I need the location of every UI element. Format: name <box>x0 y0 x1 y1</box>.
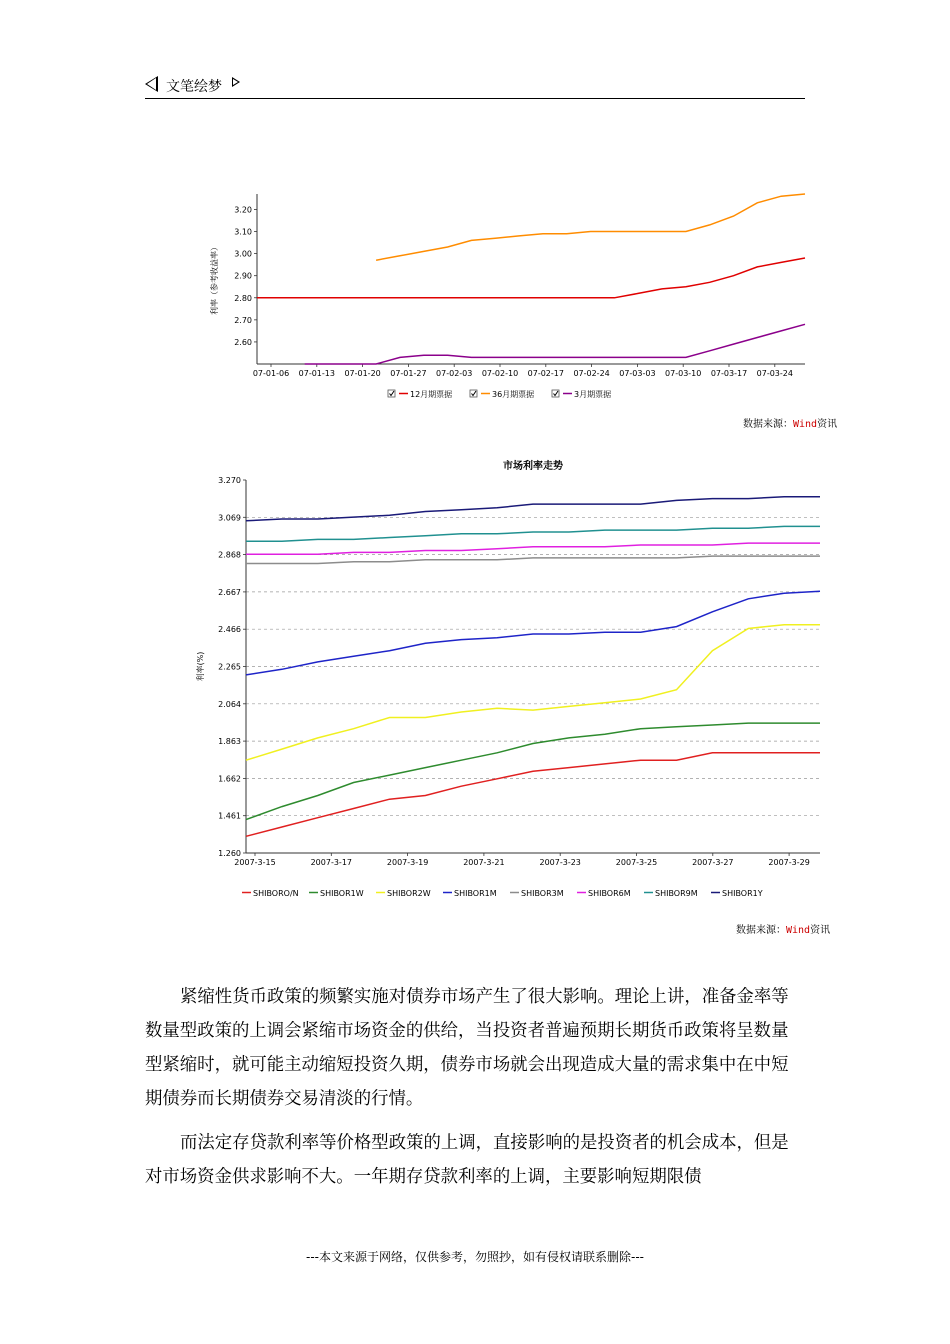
series-line-3月期票据 <box>305 324 805 364</box>
legend-item <box>388 389 452 399</box>
y-tick-label: 1.662 <box>218 774 241 784</box>
series-line-36月期票据 <box>376 194 805 260</box>
x-tick-label: 07-02-10 <box>481 369 519 378</box>
header-title: 文笔绘梦 <box>166 79 222 95</box>
legend-label: SHIBOR1W <box>320 889 364 898</box>
x-tick-label: 07-02-17 <box>527 369 564 378</box>
series-line-SHIBOR2W <box>246 625 820 761</box>
x-tick-label: 2007-3-23 <box>539 858 581 867</box>
x-tick-label: 07-03-24 <box>756 369 793 378</box>
x-tick-label: 07-02-24 <box>573 369 610 378</box>
bill-rate-chart <box>195 180 825 410</box>
y-tick-label: 2.265 <box>218 662 241 672</box>
source-prefix: 数据来源： <box>736 925 786 936</box>
chart-title: 市场利率走势 <box>503 461 563 472</box>
x-tick-label: 07-03-10 <box>665 369 702 378</box>
legend-label: 12月期票据 <box>410 390 453 399</box>
y-tick-label: 3.10 <box>234 227 252 237</box>
series-line-SHIBOR3M <box>246 556 820 563</box>
y-tick-label: 2.466 <box>218 625 241 635</box>
paragraph-1: 紧缩性货币政策的频繁实施对债券市场产生了很大影响。理论上讲，准备金率等数量型政策的上调会紧缩市场资金的供给，当投资者普遍预期长期货币政策将呈数量型紧缩时，就可能主动缩短投资久期，债券市场就会出现造成大量的需求集中在中短期债券而长期债券交易清淡的行情。 <box>145 987 789 1109</box>
source-wind: Wind <box>786 925 811 936</box>
x-tick-label: 07-03-03 <box>619 369 656 378</box>
x-tick-label: 2007-3-25 <box>615 858 658 867</box>
y-tick-label: 2.667 <box>218 587 241 597</box>
legend-item <box>376 889 431 898</box>
legend-item <box>577 889 631 898</box>
legend-label: SHIBOR1M <box>454 889 497 898</box>
x-tick-label: 2007-3-17 <box>310 858 353 867</box>
legend-label: 36月期票据 <box>492 390 535 399</box>
x-tick-label: 07-01-13 <box>298 369 335 378</box>
y-tick-label: 2.60 <box>234 337 252 347</box>
y-tick-label: 2.90 <box>234 271 252 281</box>
y-tick-label: 3.20 <box>234 205 252 215</box>
y-tick-label: 2.80 <box>234 293 252 303</box>
legend-item <box>443 889 497 898</box>
series-line-SHIBOR6M <box>246 543 820 554</box>
source-suffix: 资讯 <box>817 419 838 430</box>
x-tick-label: 2007-3-29 <box>768 858 810 867</box>
y-tick-label: 2.064 <box>218 699 241 709</box>
x-tick-label: 07-01-27 <box>390 369 427 378</box>
footer-disclaimer: ---本文来源于网络，仅供参考，勿照抄，如有侵权请联系删除--- <box>306 1250 644 1264</box>
series-line-SHIBOR1M <box>246 591 820 675</box>
source-prefix: 数据来源： <box>743 419 793 430</box>
x-tick-label: 2007-3-27 <box>692 858 734 867</box>
legend-item <box>510 889 564 898</box>
data-source-1 <box>743 415 837 430</box>
legend-item <box>552 389 611 399</box>
y-tick-label: 2.868 <box>218 550 241 560</box>
series-line-SHIBORO/N <box>246 753 820 837</box>
y-tick-label: 1.461 <box>218 811 241 821</box>
legend-item <box>309 889 364 898</box>
paragraph-2: 而法定存贷款利率等价格型政策的上调，直接影响的是投资者的机会成本，但是对市场资金供求影响不大。一年期存贷款利率的上调，主要影响短期限债 <box>145 1133 789 1187</box>
legend-label: SHIBORO/N <box>253 889 299 898</box>
series-line-12月期票据 <box>257 258 805 298</box>
y-axis-label: 利率（参考收益率） <box>210 243 219 315</box>
x-tick-label: 07-02-03 <box>436 369 473 378</box>
x-tick-label: 07-03-17 <box>710 369 748 378</box>
legend-label: SHIBOR9M <box>655 889 698 898</box>
x-tick-label: 2007-3-15 <box>234 858 276 867</box>
series-line-SHIBOR9M <box>246 526 820 541</box>
legend-item <box>644 889 698 898</box>
data-source-2 <box>736 921 830 936</box>
y-axis-label: 利率(%) <box>196 651 205 682</box>
legend-label: SHIBOR1Y <box>722 889 763 898</box>
legend-label: SHIBOR2W <box>387 889 431 898</box>
y-tick-label: 3.270 <box>218 476 241 485</box>
legend-label: SHIBOR6M <box>588 889 631 898</box>
y-tick-label: 1.260 <box>218 849 241 858</box>
page-header <box>145 72 805 99</box>
triangle-right-icon <box>232 77 240 87</box>
legend-item <box>470 389 534 399</box>
x-tick-label: 07-01-20 <box>344 369 381 378</box>
market-rate-chart <box>185 455 835 910</box>
source-suffix: 资讯 <box>810 925 831 936</box>
x-tick-label: 2007-3-21 <box>463 858 505 867</box>
triangle-left-icon <box>145 76 158 92</box>
y-tick-label: 3.069 <box>218 513 241 523</box>
legend-item <box>711 889 763 898</box>
legend-label: SHIBOR3M <box>521 889 564 898</box>
y-tick-label: 1.863 <box>218 737 241 747</box>
source-wind: Wind <box>793 419 818 430</box>
y-tick-label: 2.70 <box>234 315 252 325</box>
x-tick-label: 07-01-06 <box>252 369 290 378</box>
x-tick-label: 2007-3-19 <box>386 858 429 867</box>
y-tick-label: 3.00 <box>234 249 252 259</box>
legend-item <box>242 889 299 898</box>
legend-label: 3月期票据 <box>574 390 612 399</box>
